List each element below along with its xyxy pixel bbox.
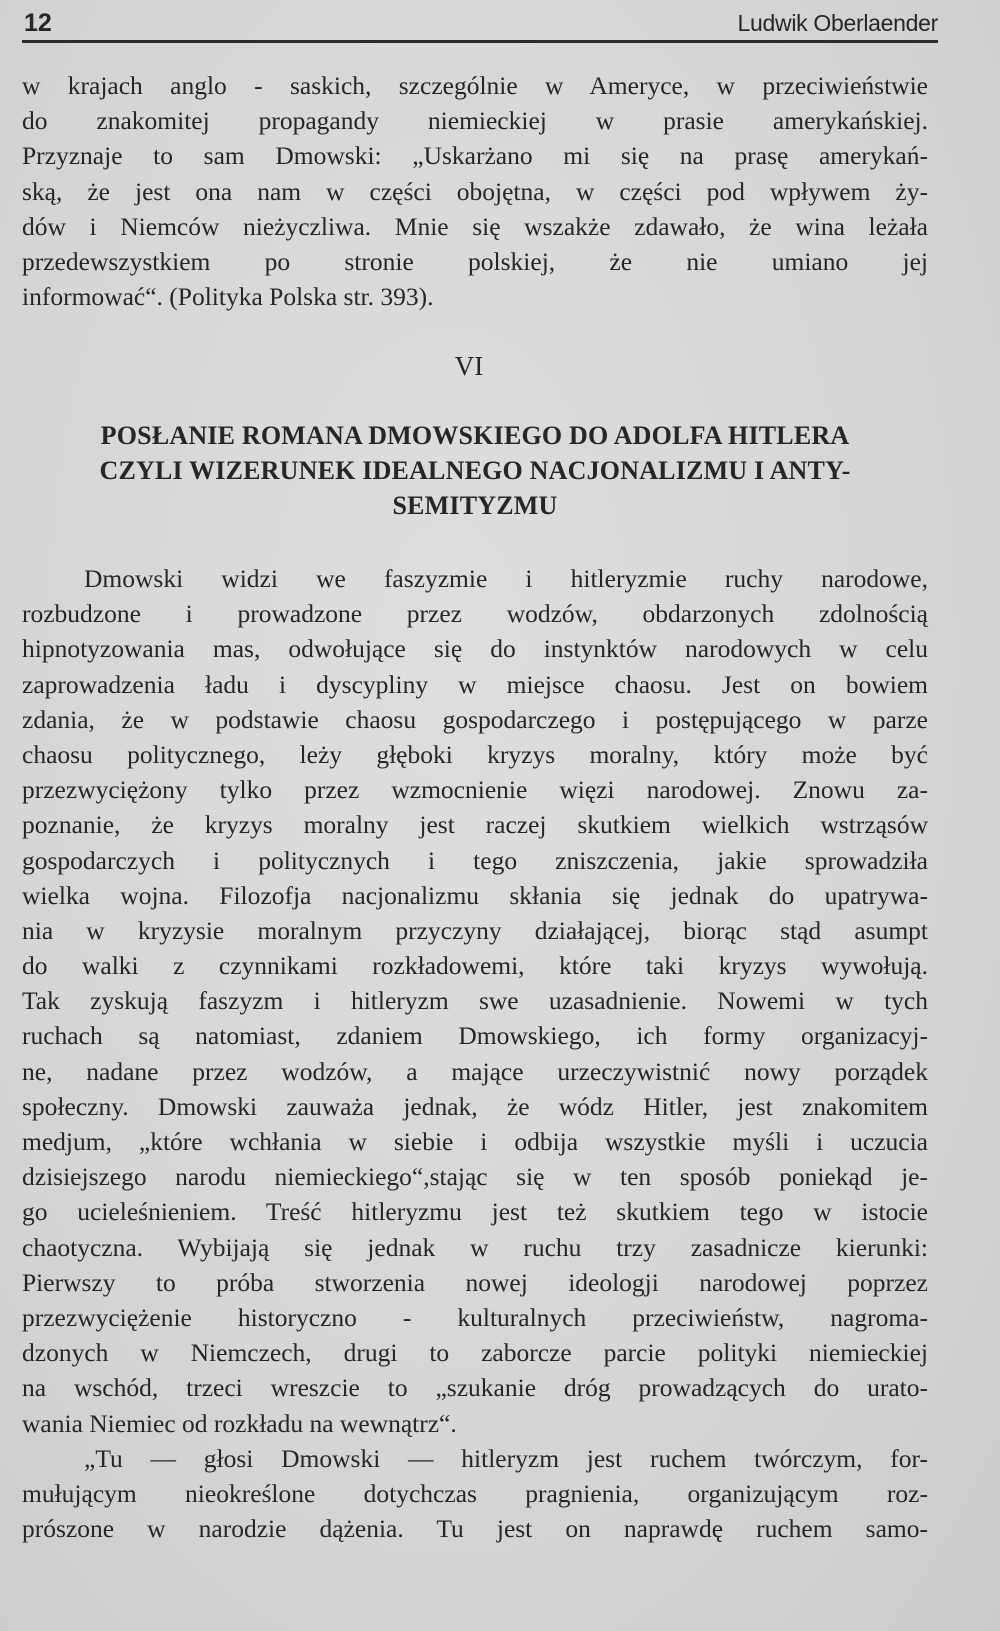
text-line: dzonych w Niemczech, drugi to zaborcze parcie polityki niemieckiej — [22, 1338, 928, 1368]
text-line: przezwyciężenie historyczno - kulturalnych przeciwieństw, nagroma- — [22, 1302, 928, 1332]
text-line: Tak zyskują faszyzm i hitleryzm swe uzasadnienie. Nowemi w tych — [22, 986, 928, 1016]
text-line: do znakomitej propagandy niemieckiej w prasie amerykańskiej. — [22, 106, 928, 136]
text-line: poznanie, że kryzys moralny jest raczej skutkiem wielkich wstrząsów — [22, 810, 928, 840]
text-line: przedewszystkiem po stronie polskiej, że nie umiano jej — [22, 246, 928, 276]
text-line: gospodarczych i politycznych i tego zniszczenia, jakie sprowadziła — [22, 845, 928, 875]
text-line: na wschód, trzeci wreszcie to „szukanie dróg prowadzących do urato- — [22, 1373, 928, 1403]
text-line: Przyznaje to sam Dmowski: „Uskarżano mi się na prasę amerykań- — [22, 141, 928, 171]
text-line: nia w kryzysie moralnym przyczyny działającej, biorąc stąd asumpt — [22, 915, 928, 945]
text-line: ską, że jest ona nam w części obojętna, w części pod wpływem ży- — [22, 176, 928, 206]
text-line: „Tu — głosi Dmowski — hitleryzm jest ruchem twórczym, for- — [84, 1443, 928, 1473]
text-line: mułującym nieokreślone dotychczas pragnienia, organizującym roz- — [22, 1478, 928, 1508]
chapter-title — [20, 418, 930, 523]
text-line: wania Niemiec od rozkładu na wewnątrz“. — [22, 1408, 457, 1438]
text-line: Dmowski widzi we faszyzmie i hitleryzmie ruchy narodowe, — [84, 564, 928, 593]
text-line: zdania, że w podstawie chaosu gospodarczego i postępującego w parze — [22, 704, 928, 734]
text-line: go ucieleśnieniem. Treść hitleryzmu jest też skutkiem tego w istocie — [22, 1197, 928, 1227]
text-line: Pierwszy to próba stworzenia nowej ideologji narodowej poprzez — [22, 1267, 928, 1297]
header-rule — [22, 40, 938, 43]
text-line: chaosu politycznego, leży głęboki kryzys moralny, który może być — [22, 739, 928, 769]
text-line: wielka wojna. Filozofja nacjonalizmu skłania się jednak do upatrywa- — [22, 880, 928, 910]
text-line: ne, nadane przez wodzów, a mające urzeczywistnić nowy porządek — [22, 1056, 928, 1086]
text-line: informować“. (Polityka Polska str. 393). — [22, 282, 434, 312]
main-text — [22, 561, 928, 1546]
text-line: ruchach są natomiast, zdaniem Dmowskiego, ich formy organizacyj- — [22, 1021, 928, 1051]
chapter-title-line: SEMITYZMU — [392, 491, 558, 520]
text-line: rozbudzone i prowadzone przez wodzów, obdarzonych zdolnością — [22, 599, 928, 629]
intro-paragraph — [22, 68, 928, 314]
text-line: prószone w narodzie dążenia. Tu jest on naprawdę ruchem samo- — [22, 1514, 928, 1544]
text-line: hipnotyzowania mas, odwołujące się do instynktów narodowych w celu — [22, 634, 928, 664]
text-line: medjum, „które wchłania w siebie i odbija wszystkie myśli i uczucia — [22, 1127, 928, 1156]
text-line: do walki z czynnikami rozkładowemi, które taki kryzys wywołują. — [22, 951, 928, 981]
chapter-title-line: POSŁANIE ROMANA DMOWSKIEGO DO ADOLFA HITLERA — [100, 421, 850, 450]
chapter-title-line: CZYLI WIZERUNEK IDEALNEGO NACJONALIZMU I ANTY- — [99, 456, 851, 485]
text-line: chaotyczna. Wybijają się jednak w ruchu trzy zasadnicze kierunki: — [22, 1232, 928, 1262]
running-head — [24, 2, 938, 38]
text-line: dów i Niemców nieżyczliwa. Mnie się wszakże zdawało, że wina leżała — [22, 211, 928, 241]
text-line: przezwyciężony tylko przez wzmocnienie więzi narodowej. Znowu za- — [22, 775, 928, 805]
running-title: Ludwik Oberlaender — [737, 10, 938, 36]
text-line: społeczny. Dmowski zauważa jednak, że wódz Hitler, jest znakomitem — [22, 1091, 928, 1121]
page-number: 12 — [24, 9, 52, 37]
text-line: zaprowadzenia ładu i dyscypliny w miejsce chaosu. Jest on bowiem — [22, 669, 928, 699]
chapter-number: VI — [454, 351, 484, 381]
text-line: dzisiejszego narodu niemieckiego“,stając się w ten sposób poniekąd je- — [22, 1162, 928, 1192]
text-line: w krajach anglo - saskich, szczególnie w Ameryce, w przeciwieństwie — [22, 71, 928, 100]
